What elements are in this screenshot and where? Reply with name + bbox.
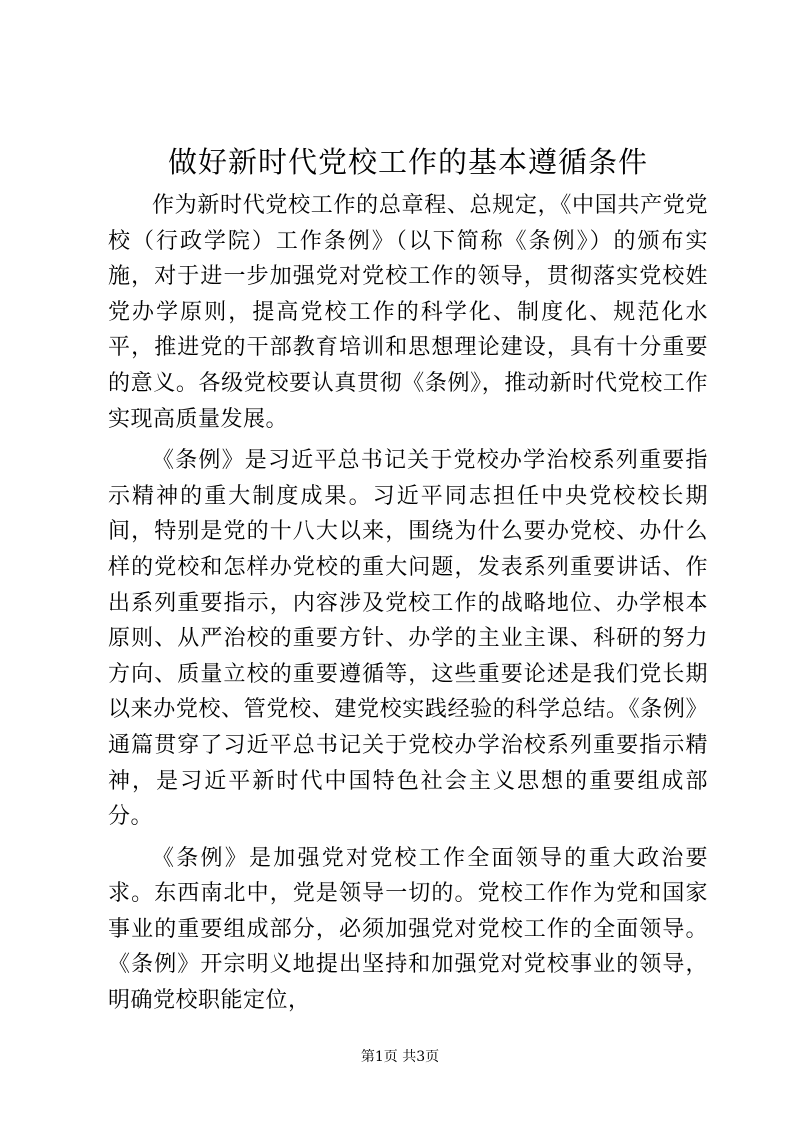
paragraph-3: 《条例》是加强党对党校工作全面领导的重大政治要求。东西南北中，党是领导一切的。党校工作作为党和国家事业的重要组成部分，必须加强党对党校工作的全面领导。《条例》开宗明义地提出坚持和加强党对党校事业的领导，明确党校职能定位，	[108, 845, 708, 1014]
document-body	[108, 188, 708, 1025]
paragraph-2: 《条例》是习近平总书记关于党校办学治校系列重要指示精神的重大制度成果。习近平同志担任中央党校校长期间，特别是党的十八大以来，围绕为什么要办党校、办什么样的党校和怎样办党校的重大问题，发表系列重要讲话、作出系列重要指示，内容涉及党校工作的战略地位、办学根本原则、从严治校的重要方针、办学的主业主课、科研的努力方向、质量立校的重要遵循等，这些重要论述是我们党长期以来办党校、管党校、建党校实践经验的科学总结。《条例》通篇贯穿了习近平总书记关于党校办学治校系列重要指示精神，是习近平新时代中国特色社会主义思想的重要组成部分。	[108, 448, 708, 830]
document-title: 做好新时代党校工作的基本遵循条件	[167, 145, 648, 179]
page-footer: 第1页 共3页	[360, 1049, 440, 1065]
paragraph-1: 作为新时代党校工作的总章程、总规定，《中国共产党党校（行政学院）工作条例》（以下简称《条例》）的颁布实施，对于进一步加强党对党校工作的领导，贯彻落实党校姓党办学原则，提高党校工作的科学化、制度化、规范化水平，推进党的干部教育培训和思想理论建设，具有十分重要的意义。各级党校要认真贯彻《条例》，推动新时代党校工作实现高质量发展。	[108, 193, 708, 432]
